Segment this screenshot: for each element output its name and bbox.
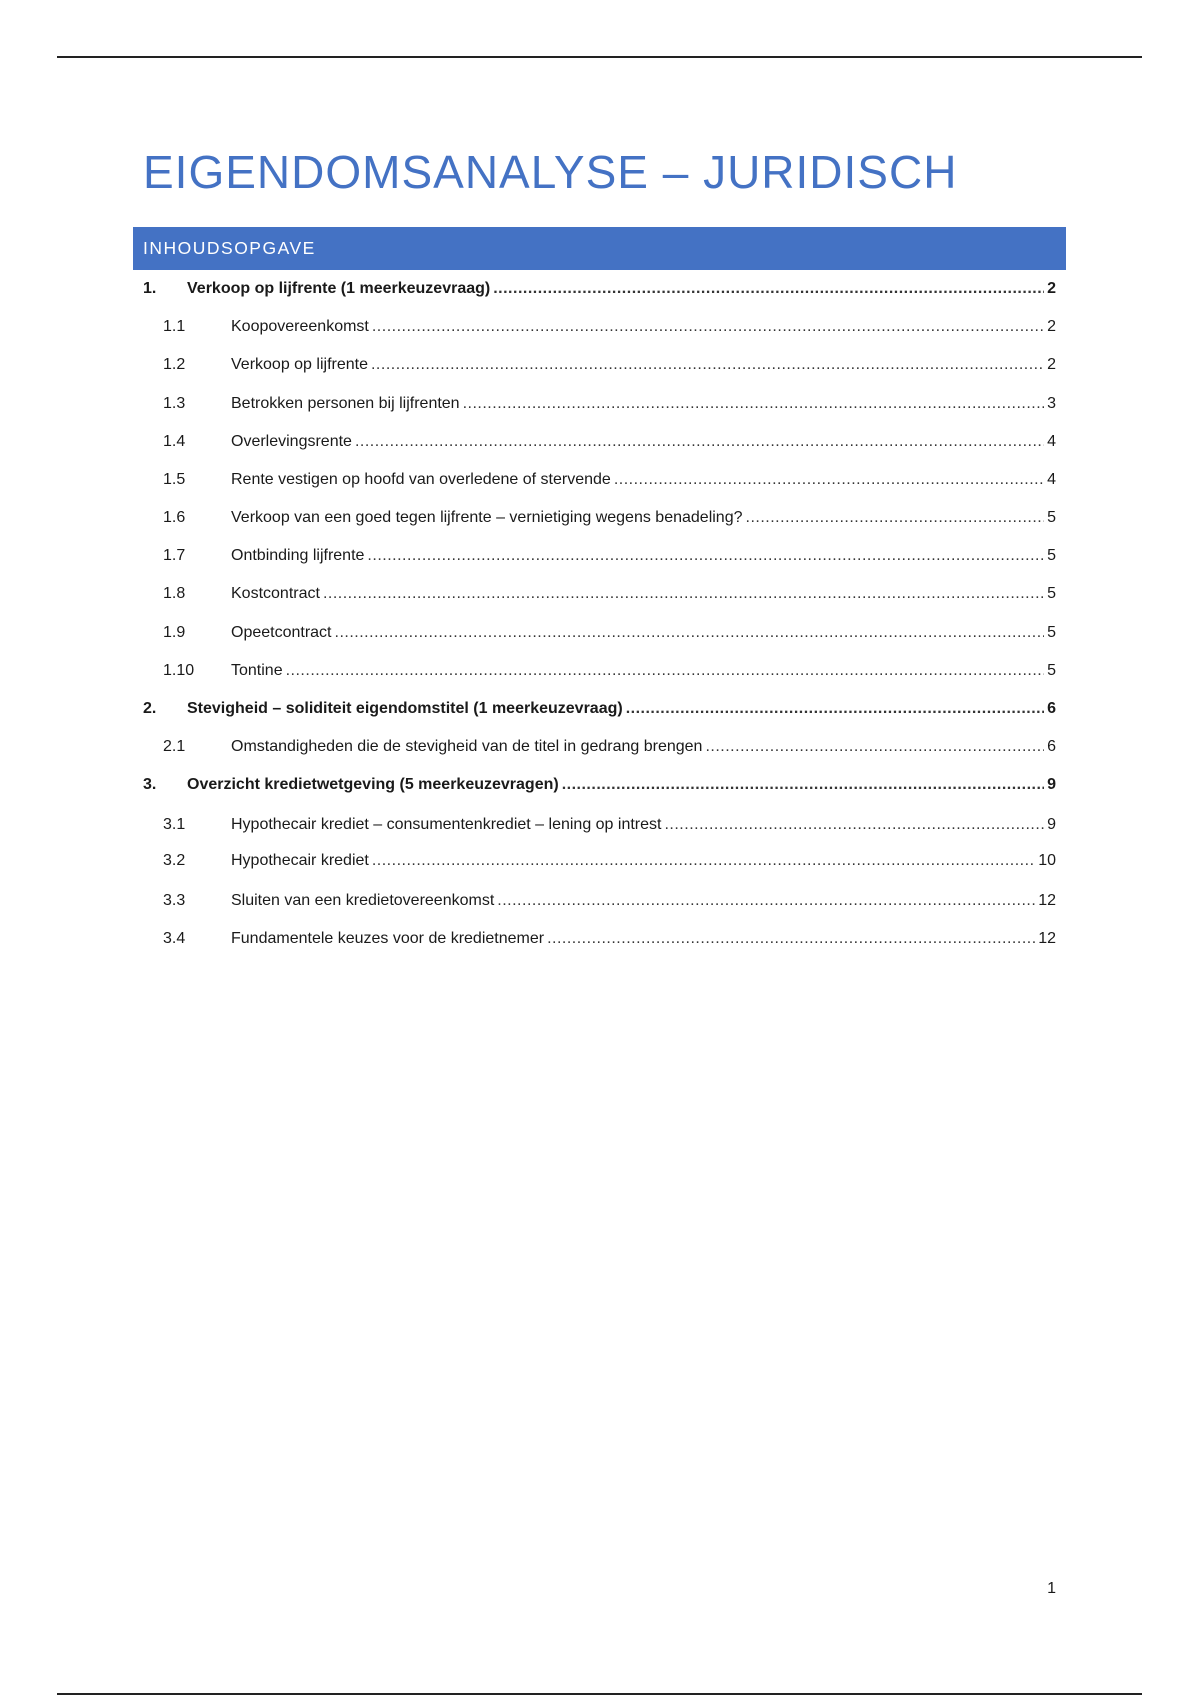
toc-entry-number: 1.10 xyxy=(163,662,195,679)
toc-entry-page: 6 xyxy=(1047,700,1056,717)
toc-entry-title: Verkoop op lijfrente xyxy=(231,356,368,373)
toc-entry-title: Betrokken personen bij lijfrenten xyxy=(231,395,460,412)
toc-entry-page: 5 xyxy=(1047,509,1056,526)
toc-entry[interactable] xyxy=(163,662,1056,680)
toc-entry[interactable] xyxy=(163,930,1056,948)
document-title: EIGENDOMSANALYSE – JURIDISCH xyxy=(143,146,958,198)
toc-entry-title: Sluiten van een kredietovereenkomst xyxy=(231,892,495,909)
toc-dot-leader xyxy=(367,547,1044,565)
toc-dot-leader xyxy=(705,738,1044,756)
toc-entry-page: 12 xyxy=(1038,930,1056,947)
toc-dot-leader xyxy=(664,816,1044,834)
toc-entry-number: 2. xyxy=(143,700,157,717)
toc-entry-page: 4 xyxy=(1047,433,1056,450)
toc-entry-number: 3.2 xyxy=(163,852,186,869)
toc-entry[interactable] xyxy=(163,624,1056,642)
toc-entry-number: 1.2 xyxy=(163,356,186,373)
toc-entry-number: 1.8 xyxy=(163,585,186,602)
toc-entry-page: 12 xyxy=(1038,892,1056,909)
toc-entry-page: 5 xyxy=(1047,624,1056,641)
toc-entry-number: 2.1 xyxy=(163,738,186,755)
toc-entry-title: Stevigheid – soliditeit eigendomstitel (1 meerkeuzevraag) xyxy=(187,700,623,717)
toc-dot-leader xyxy=(626,700,1044,718)
toc-entry-number: 1.5 xyxy=(163,471,186,488)
toc-entry[interactable] xyxy=(163,318,1056,336)
toc-entry[interactable] xyxy=(163,433,1056,451)
toc-entry[interactable] xyxy=(163,892,1056,910)
toc-dot-leader xyxy=(335,624,1045,642)
toc-entry[interactable] xyxy=(163,547,1056,565)
toc-entry-number: 1.3 xyxy=(163,395,186,412)
toc-entry-title: Verkoop van een goed tegen lijfrente – vernietiging wegens benadeling? xyxy=(231,509,743,526)
toc-dot-leader xyxy=(372,852,1035,870)
toc-entry-page: 9 xyxy=(1047,776,1056,793)
toc-entry-page: 5 xyxy=(1047,662,1056,679)
toc-entry-title: Hypothecair krediet – consumentenkrediet – lening op intrest xyxy=(231,816,662,833)
toc-entry[interactable] xyxy=(163,852,1056,870)
toc-entry-page: 10 xyxy=(1038,852,1056,869)
toc-entry-title: Kostcontract xyxy=(231,585,320,602)
toc-entry-number: 3.4 xyxy=(163,930,186,947)
toc-dot-leader xyxy=(372,318,1044,336)
toc-entry[interactable] xyxy=(163,356,1056,374)
toc-entry[interactable] xyxy=(163,509,1056,527)
toc-entry-number: 1. xyxy=(143,280,157,297)
toc-entry-number: 3.1 xyxy=(163,816,186,833)
toc-entry[interactable] xyxy=(143,280,1056,298)
toc-entry-page: 5 xyxy=(1047,547,1056,564)
toc-dot-leader xyxy=(323,585,1044,603)
toc-entry[interactable] xyxy=(143,700,1056,718)
toc-entry-title: Rente vestigen op hoofd van overledene of stervende xyxy=(231,471,611,488)
toc-entry[interactable] xyxy=(143,776,1056,794)
toc-dot-leader xyxy=(562,776,1044,794)
toc-dot-leader xyxy=(463,395,1045,413)
toc-dot-leader xyxy=(497,892,1035,910)
toc-entry-title: Omstandigheden die de stevigheid van de titel in gedrang brengen xyxy=(231,738,703,755)
toc-entry-number: 1.7 xyxy=(163,547,186,564)
toc-dot-leader xyxy=(547,930,1035,948)
toc-entry-page: 2 xyxy=(1047,318,1056,335)
toc-entry-number: 1.6 xyxy=(163,509,186,526)
footer-rule xyxy=(57,1693,1142,1695)
toc-entry-title: Koopovereenkomst xyxy=(231,318,369,335)
toc-entry-title: Opeetcontract xyxy=(231,624,332,641)
toc-entry-page: 3 xyxy=(1047,395,1056,412)
toc-entry-page: 2 xyxy=(1047,280,1056,297)
toc-entry-title: Overlevingsrente xyxy=(231,433,352,450)
toc-dot-leader xyxy=(614,471,1044,489)
toc-entry-page: 9 xyxy=(1047,816,1056,833)
toc-entry-page: 5 xyxy=(1047,585,1056,602)
toc-entry-page: 2 xyxy=(1047,356,1056,373)
toc-entry-title: Ontbinding lijfrente xyxy=(231,547,365,564)
toc-entry-number: 3. xyxy=(143,776,157,793)
toc-entry-title: Fundamentele keuzes voor de kredietnemer xyxy=(231,930,545,947)
toc-entry-page: 6 xyxy=(1047,738,1056,755)
toc-entry-title: Hypothecair krediet xyxy=(231,852,369,869)
toc-dot-leader xyxy=(286,662,1045,680)
page-number: 1 xyxy=(1047,1580,1056,1597)
toc-entry[interactable] xyxy=(163,585,1056,603)
toc-entry[interactable] xyxy=(163,738,1056,756)
toc-entry-title: Tontine xyxy=(231,662,283,679)
toc-entry[interactable] xyxy=(163,816,1056,834)
toc-entry-number: 1.4 xyxy=(163,433,186,450)
toc-entry-title: Overzicht kredietwetgeving (5 meerkeuzevragen) xyxy=(187,776,559,793)
toc-entry-page: 4 xyxy=(1047,471,1056,488)
toc-heading: INHOUDSOPGAVE xyxy=(133,227,1066,270)
toc-dot-leader xyxy=(355,433,1044,451)
toc-dot-leader xyxy=(371,356,1044,374)
toc-dot-leader xyxy=(746,509,1045,527)
toc-entry[interactable] xyxy=(163,471,1056,489)
toc-dot-leader xyxy=(493,280,1044,298)
toc-entry-number: 1.9 xyxy=(163,624,186,641)
toc-entry[interactable] xyxy=(163,395,1056,413)
toc-entry-title: Verkoop op lijfrente (1 meerkeuzevraag) xyxy=(187,280,491,297)
toc-entry-number: 3.3 xyxy=(163,892,186,909)
toc-entry-number: 1.1 xyxy=(163,318,186,335)
